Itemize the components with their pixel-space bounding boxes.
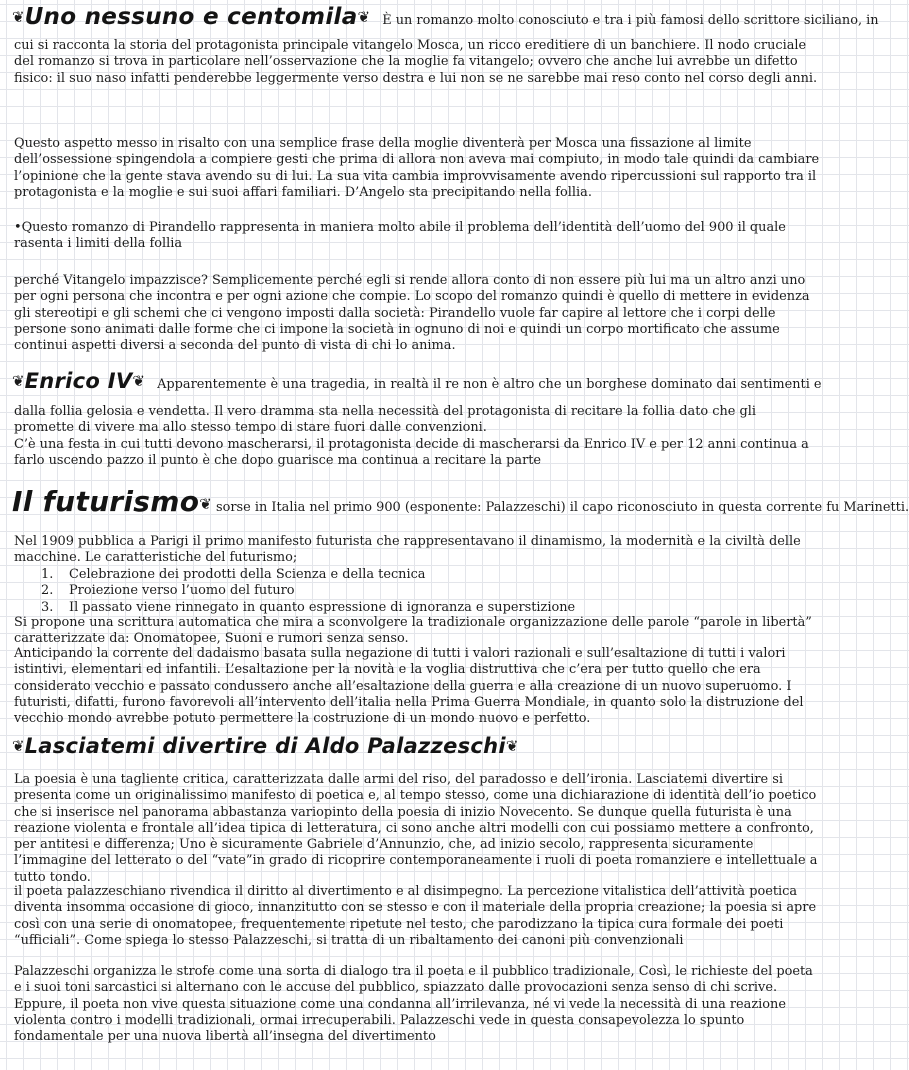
section-header-lasciatemi: [12, 734, 519, 758]
paragraph: cui si racconta la storia del protagonista principale vitangelo Mosca, un ricco ereditiere di un banchiere. Il nodo cruciale del romanzo si trova in particolare nell’osservazione che la moglie fa vitangelo; ovvero che anche lui avrebbe un difetto fisico: il suo naso infatti penderebbe leggermente verso destra e lui non se ne sarebbe mai reso conto nel corso degli anni.: [14, 38, 818, 86]
section-title: Lasciatemi divertire di Aldo Palazzeschi: [24, 734, 506, 758]
section-intro-text: sorse in Italia nel primo 900 (esponente: Palazzeschi) il capo riconosciuto in questa corrente fu Marinetti.: [215, 500, 909, 515]
paragraph: •Questo romanzo di Pirandello rappresenta in maniera molto abile il problema dell’identità dell’uomo del 900 il quale rasenta i limiti della follia: [14, 220, 786, 252]
list-item: [14, 600, 820, 616]
section-title: Uno nessuno e centomila: [24, 4, 358, 30]
list-item: [14, 583, 820, 599]
section-intro-text: Apparentemente è una tragedia, in realtà il re non è altro che un borghese dominato dai sentimenti e: [157, 377, 822, 392]
list-item-text: Celebrazione dei prodotti della Scienza e della tecnica: [69, 567, 426, 582]
section-header-enrico: [12, 369, 822, 393]
paragraph: perché Vitangelo impazzisce? Semplicemente perché egli si rende allora conto di non essere più lui ma un altro anzi uno per ogni persona che incontra e per ogni azione che compie. Lo scopo del romanzo quindi è quello di mettere in evidenza gli stereotipi e gli schemi che ci vengono imposti dalla società: Pirandello vuole far capire al lettore che i corpi delle persone sono animati dalle forme che ci impone la società in ognuno di noi e quindi un corpo mortificato che assume continui aspetti diversi a seconda del punto di vista di chi lo anima.: [14, 273, 810, 354]
paragraph: Si propone una scrittura automatica che mira a sconvolgere la tradizionale organizzazione delle parole “parole in libertà” caratterizzate da: Onomatopee, Suoni e rumori senza senso.: [14, 615, 812, 647]
paragraph: Anticipando la corrente del dadaismo basata sulla negazione di tutti i valori razionali e sull’esaltazione di tutti i valori istintivi, elementari ed infantili. L’esaltazione per la novità e la voglia distruttiva che c’era per tutto quello che era considerato vecchio e passato condussero anche all’esaltazione della guerra e alla creazione di un nuovo superuomo. I futuristi, difatti, furono favorevoli all’intervento dell’italia nella Prima Guerra Mondiale, in quanto solo la distruzione del vecchio mondo avrebbe potuto permettere la costruzione di un mondo nuovo e perfetto.: [14, 646, 804, 727]
leaf-ornament-icon: ❦: [357, 8, 371, 26]
leaf-ornament-icon: ❦: [12, 737, 25, 755]
leaf-ornament-icon: ❦: [132, 372, 145, 390]
section-intro-text: È un romanzo molto conosciuto e tra i più famosi dello scrittore siciliano, in: [382, 13, 879, 28]
leaf-ornament-icon: ❦: [199, 495, 212, 513]
paragraph: La poesia è una tagliente critica, caratterizzata dalle armi del riso, del paradosso e dell’ironia. Lasciatemi divertire si presenta come un originalissimo manifesto di poetica e, al tempo stesso, come una dichiarazione di identità dell’io poetico che si inserisce nel panorama abbastanza variopinto della poesia di inizio Novecento. Se dunque quella futurista è una reazione violenta e frontale all’idea tipica di letteratura, ci sono anche altri modelli con cui possiamo mettere a confronto, per antitesi e differenza; Uno è sicuramente Gabriele d’Annunzio, che, ad inizio secolo, rappresenta sicuramente l’immagine del letterato o del “vate”in grado di ricoprire contemporaneamente i ruoli di poeta romanziere e intellettuale a tutto tondo.: [14, 772, 818, 885]
paragraph: Questo aspetto messo in risalto con una semplice frase della moglie diventerà per Mosca una fissazione al limite dell’ossessione spingendola a compiere gesti che prima di allora non aveva mai compiuto, in modo tale quindi da cambiare l’opinione che la gente stava avendo su di lui. La sua vita cambia improvvisamente avendo ripercussioni sul rapporto tra il protagonista e la moglie e sui suoi affari familiari. D’Angelo sta precipitando nella follia.: [14, 136, 820, 200]
paragraph: il poeta palazzeschiano rivendica il diritto al divertimento e al disimpegno. La percezione vitalistica dell’attività poetica diventa insomma occasione di gioco, innanzitutto con se stesso e con il materiale della propria creazione; la poesia si apre così con una serie di onomatopee, frequentemente ripetute nel testo, che parodizzano la tipica cura formale dei poeti “ufficiali”. Come spiega lo stesso Palazzeschi, si tratta di un ribaltamento dei canoni più convenzionali: [14, 884, 817, 948]
list-number: 2.: [41, 583, 54, 599]
list-item-text: Il passato viene rinnegato in quanto espressione di ignoranza e superstizione: [69, 599, 576, 615]
leaf-ornament-icon: ❦: [12, 372, 25, 390]
section-header-futurismo: [12, 485, 909, 518]
leaf-ornament-icon: ❦: [12, 8, 25, 26]
list-item-text: Proiezione verso l’uomo del futuro: [69, 583, 295, 599]
paragraph: Nel 1909 pubblica a Parigi il primo manifesto futurista che rappresentavano il dinamismo, la modernità e la civiltà delle macchine. Le caratteristiche del futurismo;: [14, 534, 801, 566]
section-title: Enrico IV: [24, 369, 133, 393]
futurism-characteristics-list: [14, 567, 820, 616]
paragraph: dalla follia gelosia e vendetta. Il vero dramma sta nella necessità del protagonista di recitare la follia dato che gli promette di vivere ma allo stesso tempo di stare fuori dalle convenzioni.: [14, 404, 757, 436]
section-title: Il futurismo: [12, 485, 200, 518]
leaf-ornament-icon: ❦: [505, 737, 519, 755]
list-number: 1.: [41, 567, 54, 582]
paragraph: C’è una festa in cui tutti devono mascherarsi, il protagonista decide di mascherarsi da Enrico IV e per 12 anni continua a farlo uscendo pazzo il punto è che dopo guarisce ma continua a recitare la parte: [14, 437, 809, 469]
paragraph: Palazzeschi organizza le strofe come una sorta di dialogo tra il poeta e il pubblico tradizionale, Così, le richieste del poeta e i suoi toni sarcastici si alternano con le accuse del pubblico, spiazzato dalle provocazioni senza senso di chi scrive. Eppure, il poeta non vive questa situazione come una condanna all’irrilevanza, né vi vede la necessità di una reazione violenta contro i modelli tradizionali, ormai irrecuperabili. Palazzeschi vede in questa consapevolezza lo spunto fondamentale per una nuova libertà all’insegna del divertimento: [14, 964, 813, 1045]
section-header-uno: [12, 4, 879, 30]
list-number: 3.: [41, 599, 54, 615]
list-item: [14, 567, 820, 583]
